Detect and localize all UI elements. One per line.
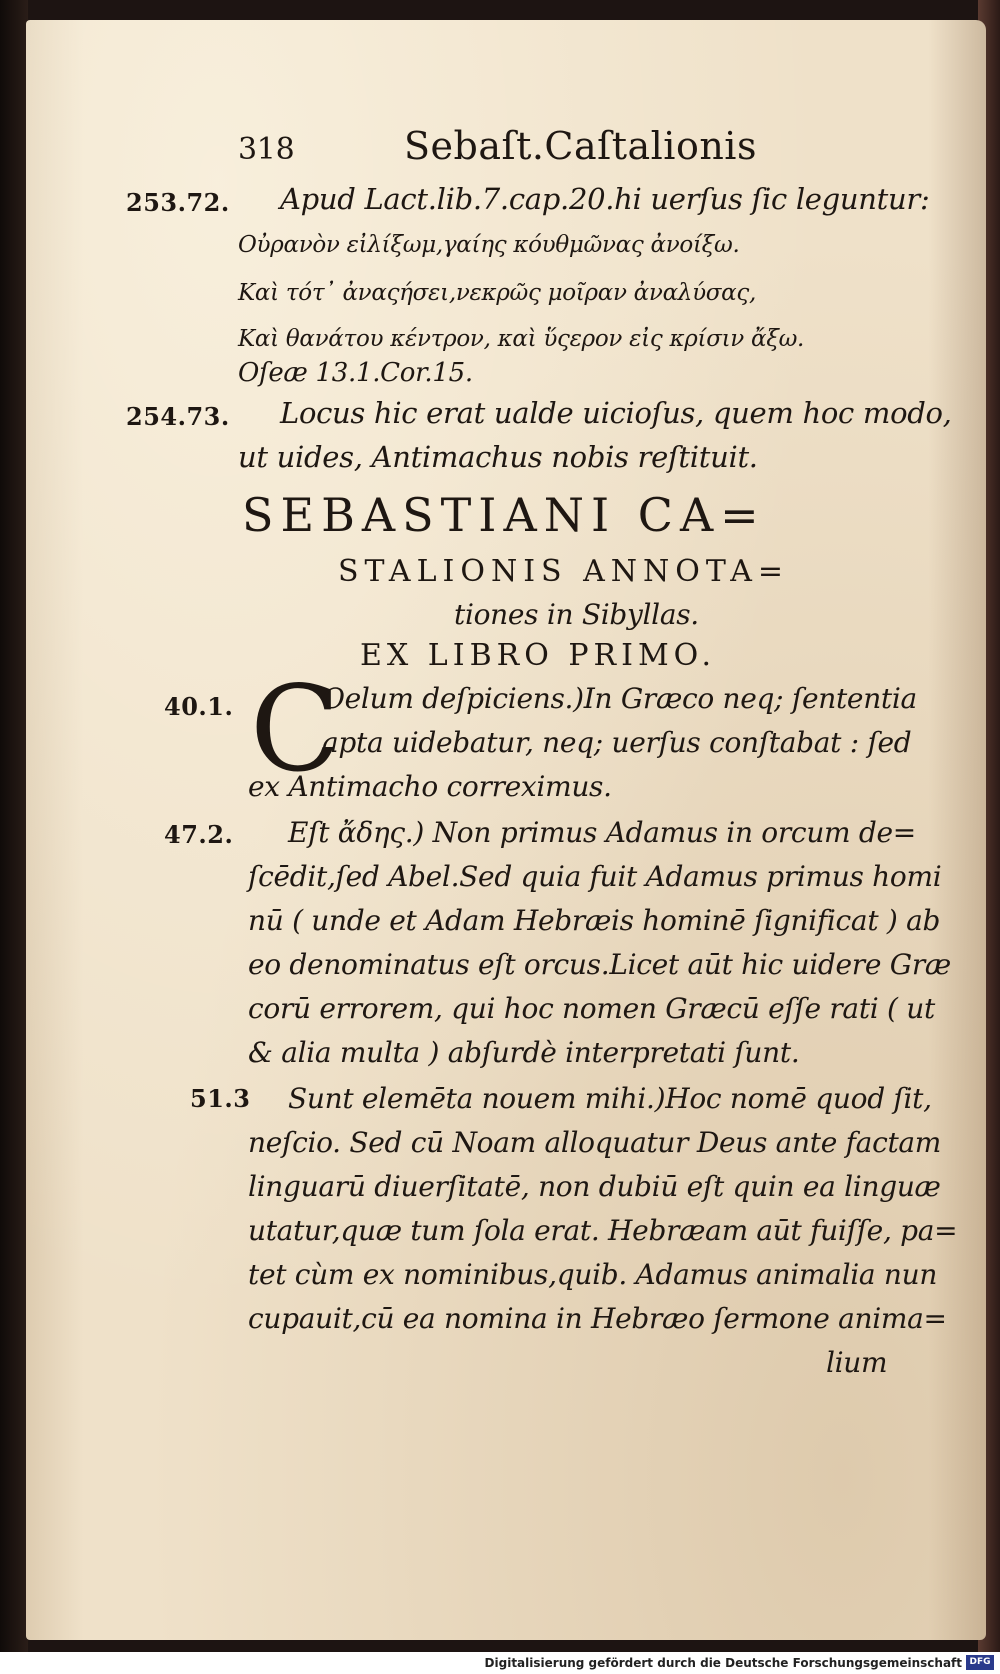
note-line: ut uides, Antimachus nobis reſtituit.: [238, 440, 758, 474]
note-line: Locus hic erat ualde uicioſus, quem hoc modo,: [280, 396, 952, 430]
note-line: neſcio. Sed cū Noam alloquatur Deus ante factam: [248, 1126, 942, 1159]
note-line: Oſeæ 13.1.Cor.15.: [238, 358, 473, 388]
greek-verse-line: Οὐρανὸν εἰλίξωμ,γαίης κόυθμῶνας ἀνοίξω.: [238, 232, 740, 258]
note-line: & alia multa ) abſurdè interpretati ſunt.: [248, 1036, 800, 1069]
margin-ref-40: 40.1.: [164, 692, 234, 721]
margin-ref-51: 51.3: [190, 1084, 251, 1113]
margin-ref-47: 47.2.: [164, 820, 234, 849]
greek-verse-line: Καὶ θανάτου κέντρον, καὶ ὕςερον εἰς κρίσιν ἄξω.: [238, 326, 805, 352]
note-line: linguarū diuerſitatē, non dubiū eſt quin ea linguæ: [248, 1170, 941, 1203]
section-heading-line1: SEBASTIANI CA=: [242, 488, 766, 542]
note-line: Sunt elemēta nouem mihi.)Hoc nomē quod ſit,: [288, 1082, 932, 1115]
note-line: Eſt ἄδης.) Non primus Adamus in orcum de=: [288, 816, 916, 849]
note-line: corū errorem, qui hoc nomen Græcū eſſe rati ( ut: [248, 992, 935, 1025]
margin-ref-253: 253.72.: [126, 188, 230, 217]
section-heading-line2: STALIONIS ANNOTA=: [338, 554, 790, 589]
note-line: apta uidebatur, neq; uerſus conſtabat : ſed: [322, 726, 912, 759]
note-line: cupauit,cū ea nomina in Hebræo ſermone anima=: [248, 1302, 947, 1335]
note-line: nū ( unde et Adam Hebræis hominē ſignificat ) ab: [248, 904, 941, 937]
section-heading-line3: tiones in Sibyllas.: [454, 598, 699, 631]
note-line: ex Antimacho correximus.: [248, 770, 612, 803]
note-line: ſcēdit,ſed Abel.Sed quia fuit Adamus primus homi: [248, 860, 942, 893]
page-number: 318: [238, 132, 295, 167]
note-line: tet cùm ex nominibus,quib. Adamus animalia nun: [248, 1258, 938, 1291]
greek-verse-line: Καὶ τότ᾽ ἀναςήσει,νεκρῶς μοῖραν ἀναλύσας,: [238, 280, 756, 306]
drop-cap: C: [250, 660, 341, 798]
book-page: [26, 20, 986, 1640]
note-line: Oelum deſpiciens.)In Græco neq; ſententia: [322, 682, 917, 715]
note-line: eo denominatus eſt orcus.Licet aūt hic uidere Græ: [248, 948, 951, 981]
dfg-logo-icon: DFG: [966, 1655, 994, 1670]
note-line: Apud Lact.lib.7.cap.20.hi uerſus ſic leguntur:: [280, 182, 930, 216]
footer-bar: [0, 1652, 1000, 1674]
digitization-credit: Digitalisierung gefördert durch die Deutsche Forschungsgemeinschaft: [484, 1656, 962, 1670]
scan-border-left: [0, 0, 28, 1674]
note-line: utatur,quæ tum ſola erat. Hebræam aūt fuiſſe, pa=: [248, 1214, 958, 1247]
section-heading-line4: EX LIBRO PRIMO.: [360, 638, 717, 673]
catchword: lium: [826, 1346, 888, 1379]
margin-ref-254: 254.73.: [126, 402, 230, 431]
running-head: Sebaſt.Caſtalionis: [404, 124, 757, 168]
